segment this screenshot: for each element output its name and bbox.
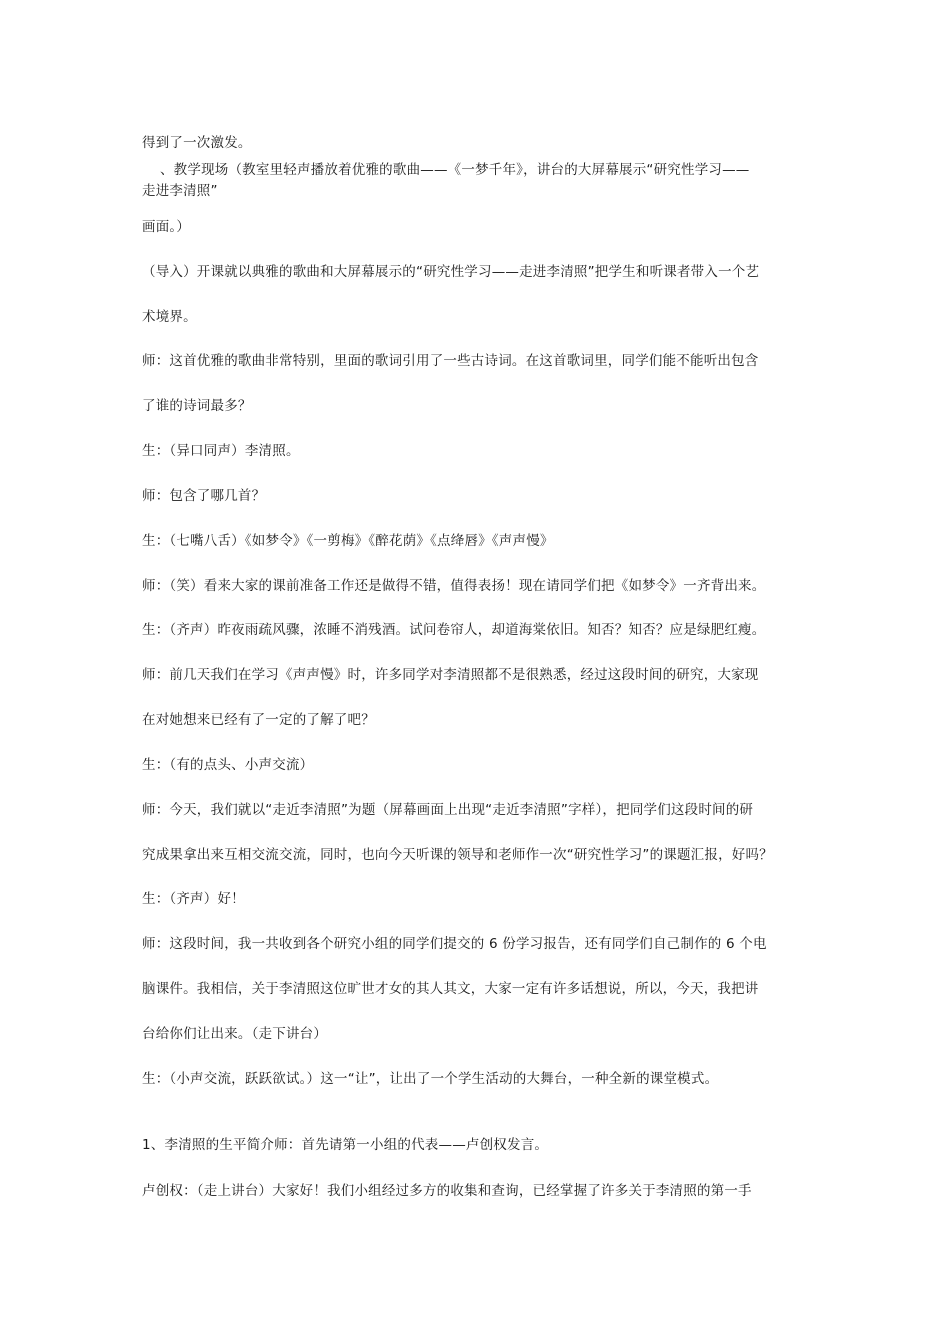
text-line: 生：（异口同声）李清照。 [142,443,300,459]
text-line: 画面。） [142,219,191,235]
text-line: 生：（小声交流，跃跃欲试。）这一“让”，让出了一个学生活动的大舞台，一种全新的课堂模式。 [142,1071,719,1087]
text-line: 、教学现场（教室里轻声播放着优雅的歌曲——《一梦千年》，讲台的大屏幕展示“研究性学习—— [142,162,750,178]
text-line: 生：（七嘴八舌）《如梦令》《一剪梅》《醉花荫》《点绛唇》《声声慢》 [142,533,554,549]
text-line: 1、李清照的生平简介师：首先请第一小组的代表——卢创权发言。 [142,1137,549,1153]
text-line: 走进李清照” [142,183,218,199]
text-line: 师：（笑）看来大家的课前准备工作还是做得不错，值得表扬！现在请同学们把《如梦令》一齐背出来。 [142,578,766,594]
text-line: （导入）开课就以典雅的歌曲和大屏幕展示的“研究性学习——走进李清照”把学生和听课者带入一个艺 [142,264,760,280]
text-line: 台给你们让出来。（走下讲台） [142,1026,328,1042]
text-line: 师：这段时间，我一共收到各个研究小组的同学们提交的 6 份学习报告，还有同学们自己制作的 6 个电 [142,936,767,952]
text-line: 生：（齐声）好！ [142,891,245,907]
text-line: 得到了一次激发。 [142,135,252,151]
text-line: 脑课件。我相信，关于李清照这位旷世才女的其人其文，大家一定有许多话想说，所以，今天，我把讲 [142,981,759,997]
text-line: 生：（有的点头、小声交流） [142,757,314,773]
text-line: 卢创权：（走上讲台）大家好！我们小组经过多方的收集和查询，已经掌握了许多关于李清照的第一手 [142,1183,752,1199]
text-line: 了谁的诗词最多？ [142,398,252,414]
text-line: 究成果拿出来互相交流交流，同时，也向今天听课的领导和老师作一次“研究性学习”的课题汇报，好吗？ [142,847,773,863]
text-line: 师：前几天我们在学习《声声慢》时，许多同学对李清照都不是很熟悉，经过这段时间的研究，大家现 [142,667,759,683]
text-line: 生：（齐声）昨夜雨疏风骤，浓睡不消残酒。试问卷帘人，却道海棠依旧。知否？知否？应是绿肥红瘦。 [142,622,766,638]
text-line: 师：包含了哪几首？ [142,488,266,504]
text-line: 在对她想来已经有了一定的了解了吧？ [142,712,375,728]
text-line: 师：今天，我们就以“走近李清照”为题（屏幕画面上出现“走近李清照”字样），把同学们这段时间的研 [142,802,754,818]
text-line: 师：这首优雅的歌曲非常特别，里面的歌词引用了一些古诗词。在这首歌词里，同学们能不能听出包含 [142,353,759,369]
text-line: 术境界。 [142,309,197,325]
